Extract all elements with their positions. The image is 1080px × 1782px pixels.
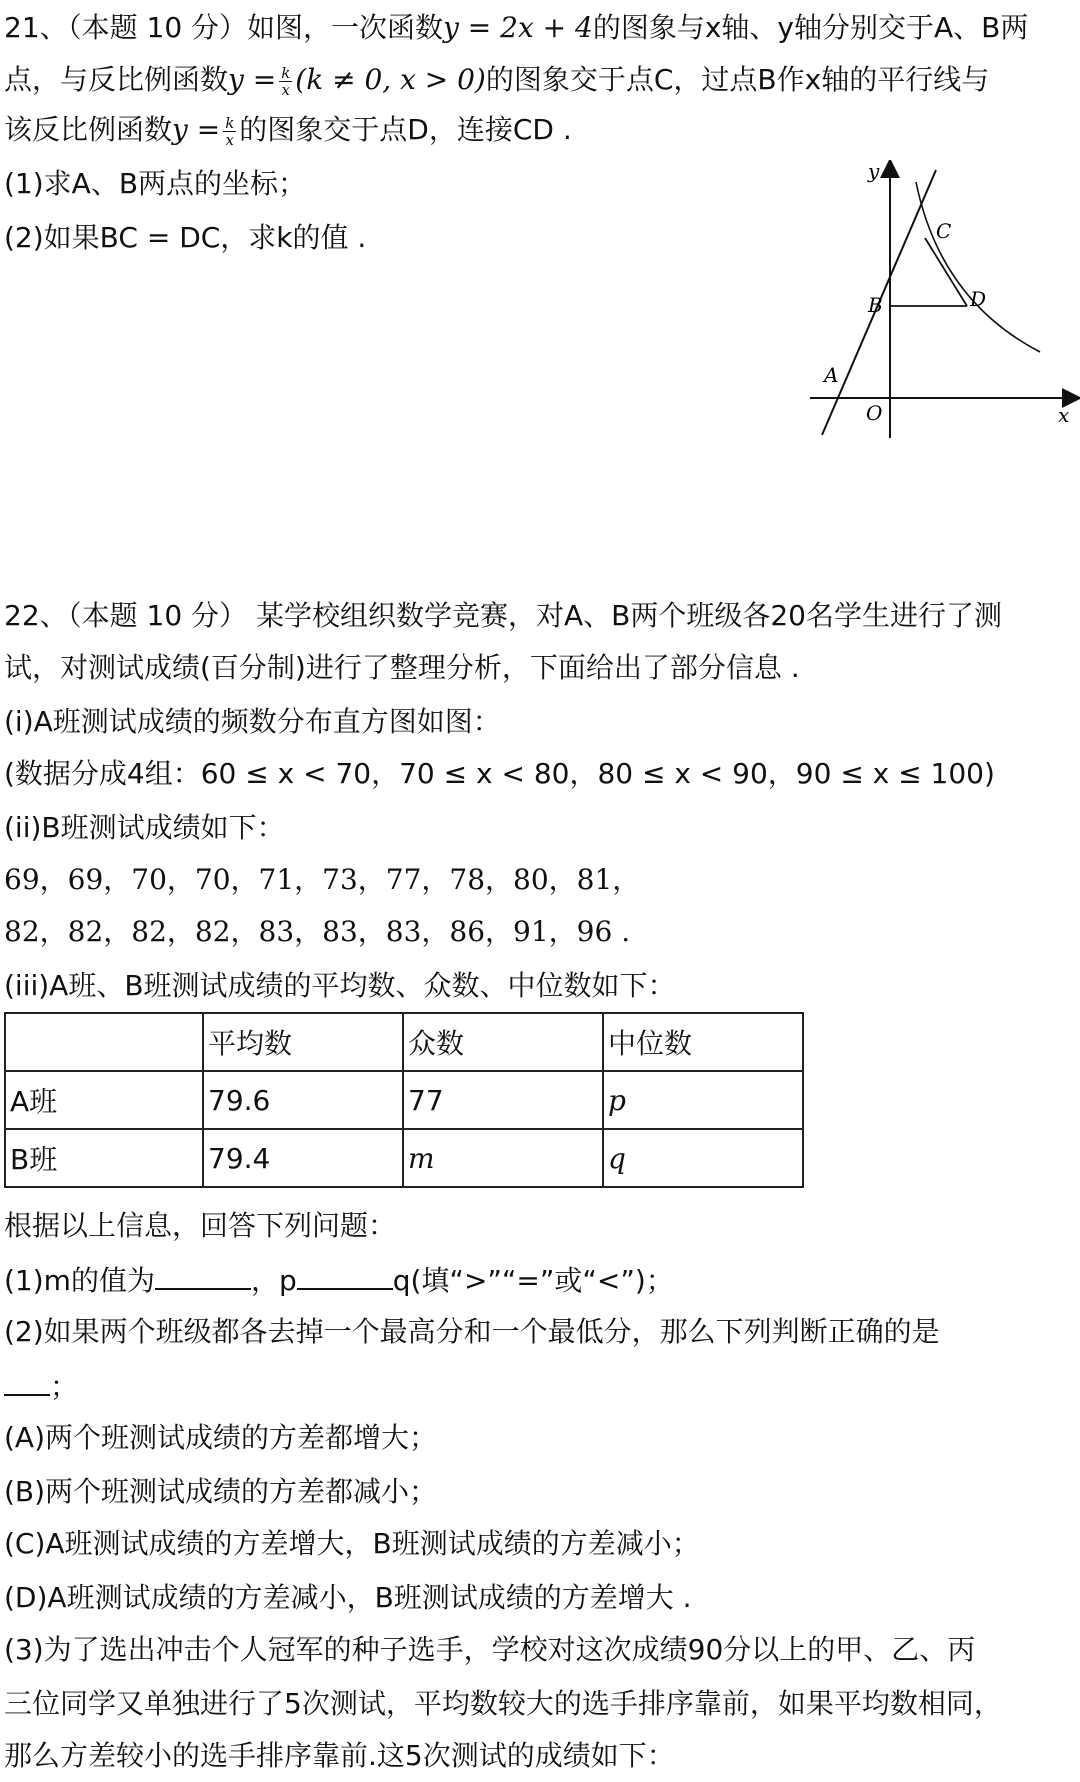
table-row <box>5 1129 803 1187</box>
label-origin: O <box>866 401 883 425</box>
table-cell: 77 <box>403 1071 603 1129</box>
q22-subquestion-3-line-2: 三位同学又单独进行了5次测试，平均数较大的选手排序靠前，如果平均数相同， <box>4 1687 1002 1720</box>
fraction-k-over-x: $\frac{k}{x}$ <box>225 113 235 149</box>
q22-line-1: 22、（本题 10 分） 某学校组织数学竞赛，对A、B两个班级各20名学生进行了测 <box>4 599 1002 632</box>
label-a: A <box>824 363 839 387</box>
q21-line-3 <box>4 112 572 148</box>
answer-blank[interactable] <box>297 1262 393 1290</box>
q22-line-2: 试，对测试成绩(百分制)进行了整理分析，下面给出了部分信息 . <box>4 651 800 684</box>
inverse-function-lhs: y = <box>228 63 277 96</box>
q21-text: 的图象与x轴、y轴分别交于A、B两 <box>592 11 1029 44</box>
q22-info-3: (iii)A班、B班测试成绩的平均数、众数、中位数如下： <box>4 969 676 1002</box>
table-header-row <box>5 1013 803 1071</box>
q21-text: 21、（本题 10 分）如图，一次函数 <box>4 11 444 44</box>
table-cell: A班 <box>5 1071 203 1129</box>
q22-info-1-groups: (数据分成4组：60 ≤ x < 70，70 ≤ x < 80，80 ≤ x < 90，90 ≤ x ≤ 100) <box>4 757 995 790</box>
q22-subquestion-1: (1)m的值为 ，p q(填“>”“=”或“<”)； <box>4 1264 674 1297</box>
label-d: D <box>970 287 987 311</box>
label-y: y <box>868 160 880 183</box>
q22-subquestion-3-line-3: 那么方差较小的选手排序靠前.这5次测试的成绩如下： <box>4 1739 675 1772</box>
table-cell: B班 <box>5 1129 203 1187</box>
statistics-table <box>4 1012 804 1188</box>
table-header-cell: 众数 <box>403 1013 603 1071</box>
b-class-scores-row-1: 69，69，70，70，71，73，77，78，80，81， <box>4 863 641 896</box>
table-cell: p <box>603 1071 803 1129</box>
q21-line-2 <box>4 62 989 98</box>
q21-subquestion-1: (1)求A、B两点的坐标； <box>4 167 307 200</box>
q22-subquestion-2-end: ； <box>4 1368 78 1405</box>
label-c: C <box>936 219 952 243</box>
answer-intro: 根据以上信息，回答下列问题： <box>4 1209 397 1242</box>
q21-subquestion-2: (2)如果BC = DC，求k的值 . <box>4 221 367 254</box>
table-header-cell <box>5 1013 203 1071</box>
q22-subquestion-3-line-1: (3)为了选出冲击个人冠军的种子选手，学校对这次成绩90分以上的甲、乙、丙 <box>4 1633 976 1666</box>
option-a: (A)两个班测试成绩的方差都增大； <box>4 1421 438 1454</box>
answer-blank[interactable] <box>4 1368 50 1396</box>
answer-blank[interactable] <box>155 1262 251 1290</box>
label-x: x <box>1058 403 1070 427</box>
table-cell: 79.6 <box>203 1071 403 1129</box>
q21-line-1 <box>4 10 1028 46</box>
label-b: B <box>868 293 883 317</box>
table-cell: q <box>603 1129 803 1187</box>
option-d: (D)A班测试成绩的方差减小，B班测试成绩的方差增大 . <box>4 1581 692 1614</box>
option-b: (B)两个班测试成绩的方差都减小； <box>4 1475 438 1508</box>
table-header-cell: 中位数 <box>603 1013 803 1071</box>
fraction-k-over-x: $\frac{k}{x}$ <box>281 63 291 99</box>
q21-text: 该反比例函数 <box>4 113 173 146</box>
option-c: (C)A班测试成绩的方差增大，B班测试成绩的方差减小； <box>4 1527 700 1560</box>
table-header-cell: 平均数 <box>203 1013 403 1071</box>
table-cell: m <box>403 1129 603 1187</box>
q21-text: 的图象交于点C，过点B作x轴的平行线与 <box>485 63 990 96</box>
q22-info-1: (i)A班测试成绩的频数分布直方图如图： <box>4 705 501 738</box>
q21-function-graph <box>810 160 1080 440</box>
table-cell: 79.4 <box>203 1129 403 1187</box>
function-condition: (k ≠ 0, x > 0) <box>295 63 486 96</box>
q22-subquestion-2: (2)如果两个班级都各去掉一个最高分和一个最低分，那么下列判断正确的是 <box>4 1315 940 1348</box>
b-class-scores-row-2: 82，82，82，82，83，83，83，86，91，96 . <box>4 915 631 948</box>
linear-function: y = 2x + 4 <box>443 11 593 44</box>
inverse-function-curve <box>916 182 1040 352</box>
q21-text: 的图象交于点D，连接CD . <box>239 113 572 146</box>
q22-info-2: (ii)B班测试成绩如下： <box>4 811 285 844</box>
inverse-function-lhs: y = <box>172 113 221 146</box>
q21-text: 点，与反比例函数 <box>4 63 229 96</box>
table-row <box>5 1071 803 1129</box>
segment-cd <box>925 238 967 306</box>
